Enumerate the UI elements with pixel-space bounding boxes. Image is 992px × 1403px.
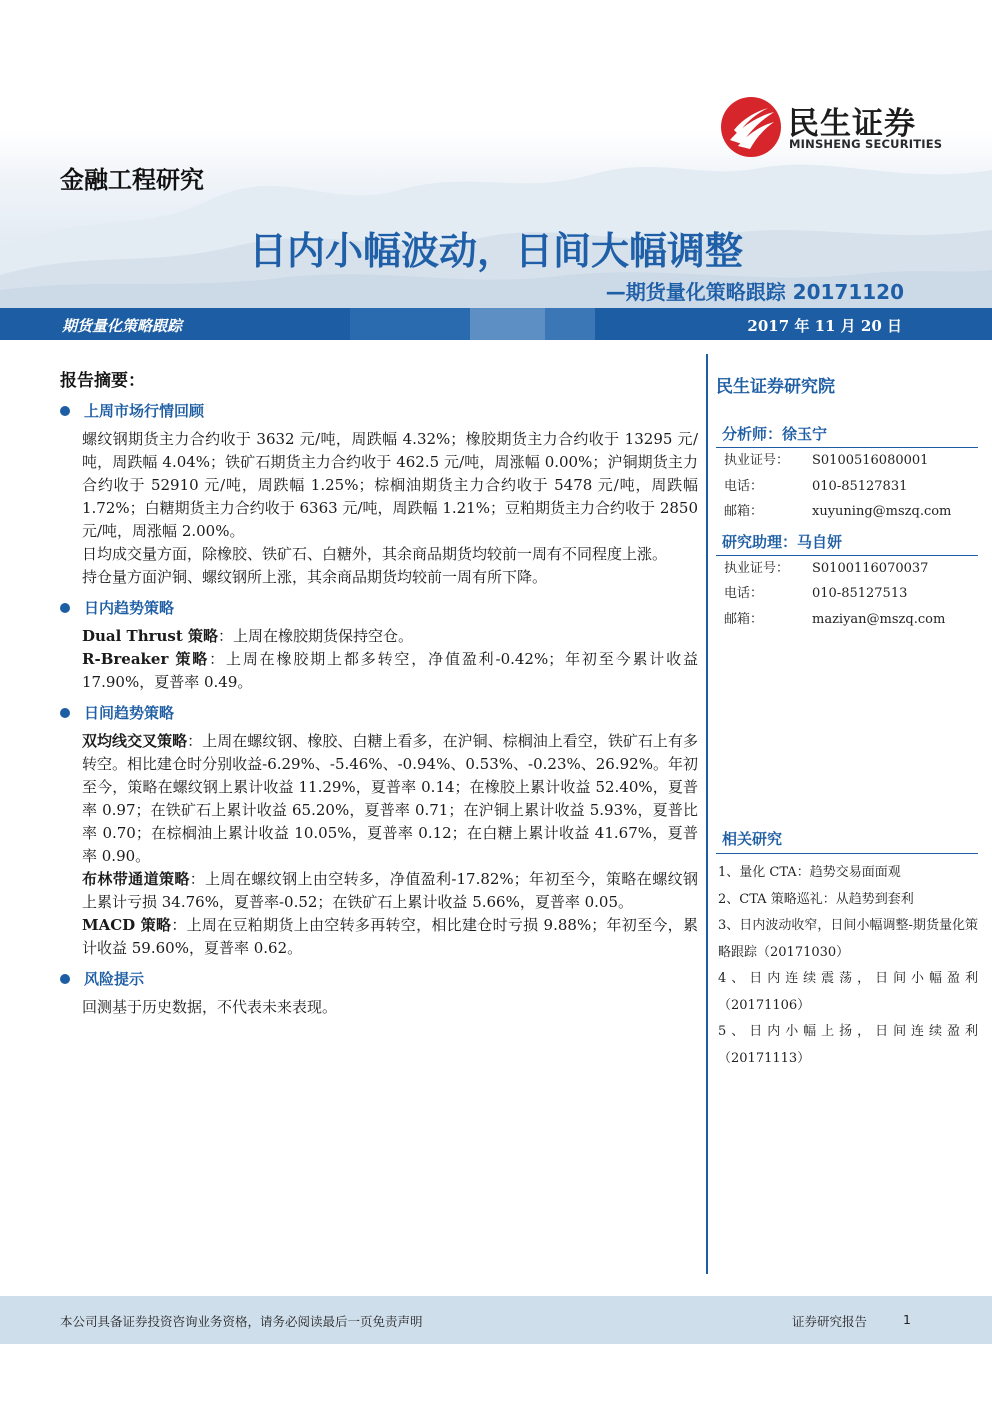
section-heading bbox=[60, 966, 700, 992]
analyst-email-row bbox=[716, 499, 978, 525]
section-heading bbox=[60, 398, 700, 424]
page-number: 1 bbox=[903, 1312, 911, 1327]
assistant-license-row bbox=[716, 556, 978, 582]
section-heading-text: 上周市场行情回顾 bbox=[84, 402, 205, 420]
band-segment bbox=[470, 308, 545, 340]
analyst-email-link[interactable]: xuyuning@mszq.com bbox=[812, 504, 952, 519]
field-value: 010-85127831 bbox=[812, 478, 908, 494]
strategy-text: ：上周在橡胶期货保持空仓。 bbox=[218, 627, 414, 645]
field-label: 电话： bbox=[724, 478, 764, 494]
report-category: 金融工程研究 bbox=[60, 166, 204, 194]
bullet-icon bbox=[60, 708, 70, 718]
related-research-item[interactable]: 4、日内连续震荡，日间小幅盈利（20171106） bbox=[718, 971, 978, 1013]
strategy-text: ：上周在螺纹钢、橡胶、白糖上看多，在沪铜、棕榈油上看空，铁矿石上有多转空。相比建仓时分别收益-6.29%、-5.46%、-0.94%、0.53%、-0.23%、26.92%。年初至今，策略在螺纹钢上累计收益 11.29%，夏普率 0.14；在橡胶上累计收益 52.40%，夏普率 0.97；在铁矿石上累计收益 65.20%，夏普率 0.71；在沪铜上累计收益 5.93%，夏普比率 0.70；在棕榈油上累计收益 10.05%，夏普率 0.12；在白糖上累计收益 41.67%，夏普率 0.90。 bbox=[82, 732, 698, 865]
related-research-item[interactable]: 1、量化 CTA：趋势交易面面观 bbox=[718, 865, 901, 880]
strategy-item bbox=[82, 726, 698, 868]
paragraph: 回测基于历史数据，不代表未来表现。 bbox=[82, 998, 338, 1016]
section-heading-text: 风险提示 bbox=[84, 970, 145, 988]
related-research-item[interactable]: 5、日内小幅上扬，日间连续盈利（20171113） bbox=[718, 1024, 978, 1066]
related-research-item[interactable]: 2、CTA 策略巡礼：从趋势到套利 bbox=[718, 891, 914, 907]
bullet-icon bbox=[60, 603, 70, 613]
minsheng-logo-icon bbox=[720, 96, 782, 158]
summary-title: 报告摘要： bbox=[60, 371, 145, 391]
field-value: S0100116070037 bbox=[812, 560, 929, 576]
strategy-name: R-Breaker 策略 bbox=[82, 650, 210, 668]
assistant-email-row bbox=[716, 607, 978, 633]
paragraph: 日均成交量方面，除橡胶、铁矿石、白糖外，其余商品期货均较前一周有不同程度上涨。 bbox=[82, 545, 668, 563]
analyst-phone-row bbox=[716, 474, 978, 500]
field-label: 邮箱： bbox=[724, 504, 764, 519]
title-band bbox=[0, 308, 992, 340]
section-heading bbox=[60, 700, 700, 726]
strategy-name: Dual Thrust 策略 bbox=[82, 627, 219, 645]
strategy-item bbox=[82, 914, 698, 960]
report-title: 日内小幅波动，日间大幅调整 bbox=[248, 229, 743, 273]
assistant-email-link[interactable]: maziyan@mszq.com bbox=[812, 611, 946, 627]
analyst-title: 分析师：徐玉宁 bbox=[716, 417, 978, 448]
bullet-icon bbox=[60, 974, 70, 984]
field-label: 执业证号： bbox=[724, 453, 790, 468]
bullet-icon bbox=[60, 406, 70, 416]
logo-chinese-name: 民生证券 bbox=[788, 106, 916, 142]
field-value: 010-85127513 bbox=[812, 586, 908, 601]
paragraph: 持仓量方面沪铜、螺纹钢所上涨，其余商品期货均较前一周有所下降。 bbox=[82, 568, 548, 586]
footer-disclaimer: 本公司具备证券投资咨询业务资格，请务必阅读最后一页免责声明 bbox=[60, 1314, 423, 1329]
assistant-phone-row bbox=[716, 581, 978, 607]
strategy-text: ：上周在豆粕期货上由空转多再转空，相比建仓时亏损 9.88%；年初至今，累计收益 59.60%，夏普率 0.62。 bbox=[82, 916, 698, 957]
section-risk-warning bbox=[60, 966, 700, 1019]
section-heading-text: 日间趋势策略 bbox=[84, 704, 175, 722]
logo-english-name: MINSHENG SECURITIES bbox=[789, 137, 943, 151]
strategy-item bbox=[82, 648, 698, 694]
related-research-title: 相关研究 bbox=[716, 822, 978, 854]
field-label: 执业证号： bbox=[724, 560, 790, 576]
field-label: 邮箱： bbox=[724, 611, 764, 627]
related-research-list bbox=[716, 854, 978, 1072]
institute-name: 民生证券研究院 bbox=[716, 377, 835, 397]
related-research-item[interactable]: 3、日内波动收窄，日间小幅调整-期货量化策略跟踪（20171030） bbox=[718, 918, 978, 960]
band-segment bbox=[350, 308, 470, 340]
strategy-name: 布林带通道策略 bbox=[82, 870, 190, 888]
strategy-item bbox=[82, 868, 698, 914]
section-market-review bbox=[60, 398, 700, 589]
column-divider bbox=[706, 354, 708, 1274]
field-label: 电话： bbox=[724, 586, 764, 601]
report-date: 2017 年 11 月 20 日 bbox=[747, 317, 902, 335]
series-name: 期货量化策略跟踪 bbox=[62, 317, 183, 335]
band-segment bbox=[545, 308, 595, 340]
section-heading bbox=[60, 595, 700, 621]
section-heading-text: 日内趋势策略 bbox=[84, 599, 175, 617]
summary-body bbox=[60, 398, 700, 1021]
strategy-text: ：上周在螺纹钢上由空转多，净值盈利-17.82%；年初至今，策略在螺纹钢上累计亏损 34.76%，夏普率-0.52；在铁矿石上累计收益 5.66%，夏普率 0.05。 bbox=[82, 870, 698, 911]
analyst-license-row bbox=[716, 448, 978, 474]
strategy-item bbox=[82, 621, 698, 648]
strategy-name: 双均线交叉策略 bbox=[82, 732, 188, 750]
section-interday-strategy bbox=[60, 700, 700, 960]
assistant-title: 研究助理：马自妍 bbox=[716, 525, 978, 556]
company-logo bbox=[720, 96, 960, 158]
sidebar bbox=[716, 372, 978, 1072]
section-intraday-strategy bbox=[60, 595, 700, 694]
field-value: S0100516080001 bbox=[812, 453, 929, 468]
footer-doc-type: 证券研究报告 bbox=[792, 1314, 868, 1329]
report-subtitle: —期货量化策略跟踪 20171120 bbox=[605, 280, 904, 304]
paragraph: 螺纹钢期货主力合约收于 3632 元/吨，周跌幅 4.32%；橡胶期货主力合约收于 13295 元/吨，周跌幅 4.04%；铁矿石期货主力合约收于 462.5 元/吨，周涨幅 0.00%；沪铜期货主力合约收于 52910 元/吨，周跌幅 1.25%；棕榈油期货主力合约收于 5478 元/吨，周跌幅 1.72%；白糖期货主力合约收于 6363 元/吨，周跌幅 1.21%；豆粕期货主力合约收于 2850 元/吨，周涨幅 2.00%。 bbox=[82, 430, 698, 540]
strategy-text: ：上周在橡胶期上都多转空，净值盈利-0.42%；年初至今累计收益 17.90%，夏普率 0.49。 bbox=[82, 650, 698, 691]
strategy-name: MACD 策略 bbox=[82, 916, 172, 934]
